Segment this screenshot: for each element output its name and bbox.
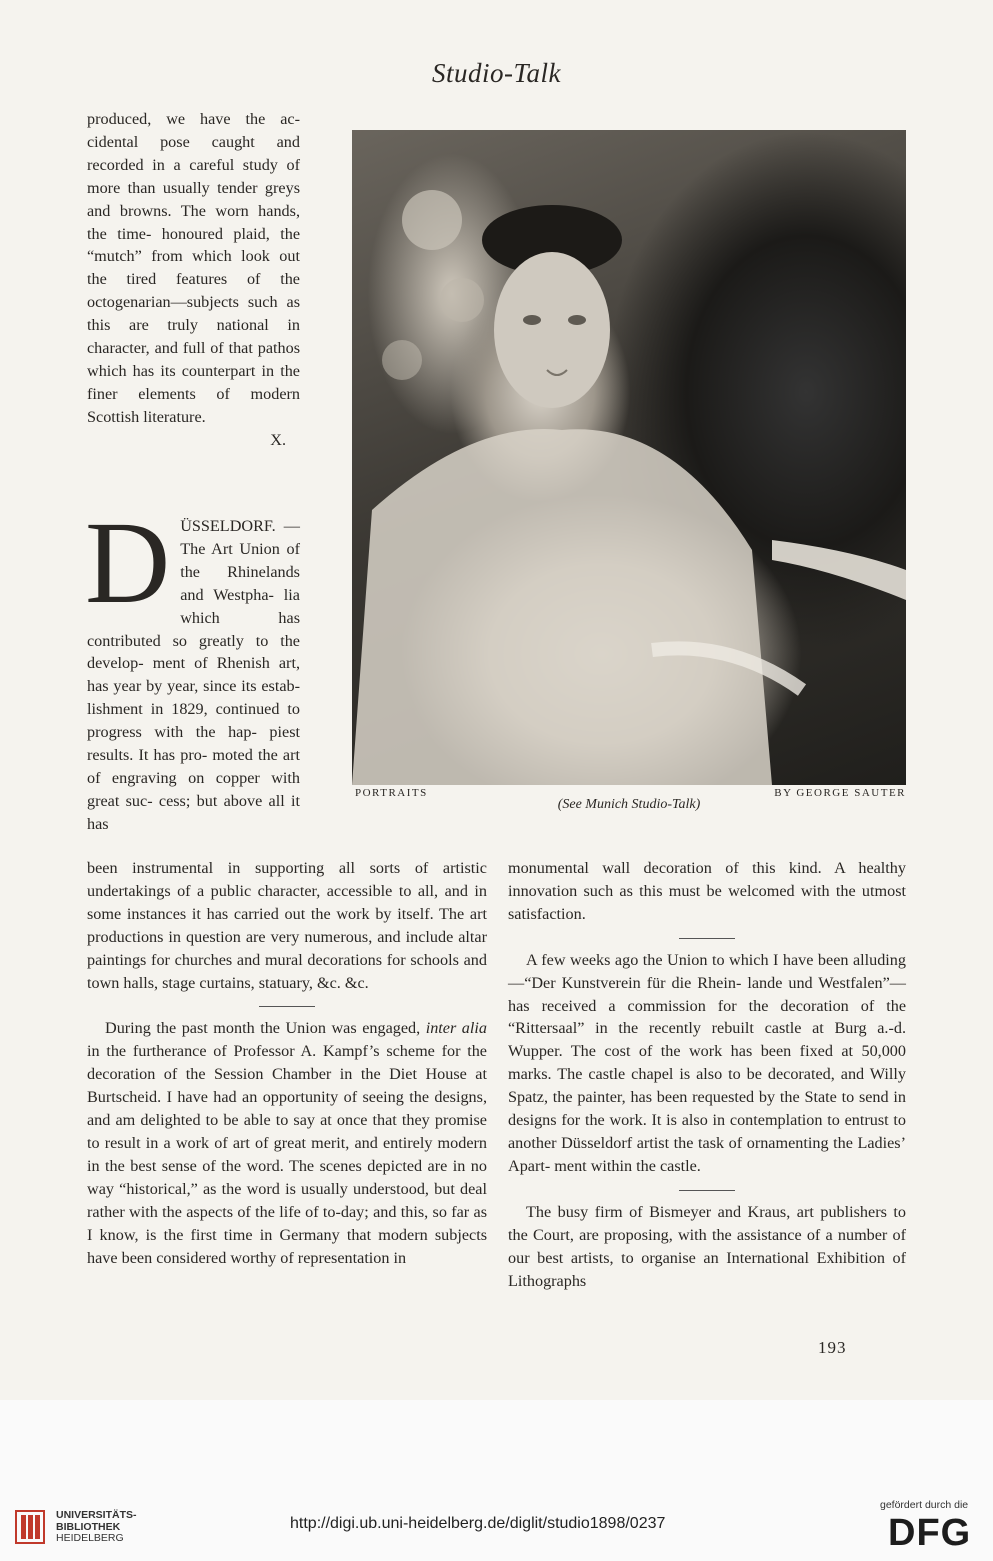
source-url[interactable]: http://digi.ub.uni-heidelberg.de/diglit/studio1898/0237 (290, 1515, 666, 1532)
library-line-3: HEIDELBERG (56, 1532, 124, 1544)
narrow-column-text: produced, we have the ac- cidental pose caught and recorded in a careful study of more than usually tender greys and browns. The worn hands, the time- honoured plaid, the “mutch” from which look out the tired features of the octogenarian—subjects such as this are truly national in character, and full of that pathos which has its counterpart in the finer elements of modern Scottish literature. (87, 110, 300, 426)
left-paragraph-2 (87, 1017, 487, 1269)
right-column (508, 857, 906, 1292)
inter-alia: inter alia (425, 1019, 487, 1038)
footer-bar (0, 1400, 993, 1561)
library-line-2: BIBLIOTHEK (56, 1520, 121, 1533)
funding-note: gefördert durch die (880, 1499, 969, 1511)
library-line-1: UNIVERSITÄTS- (56, 1509, 137, 1521)
narrow-column (87, 108, 300, 452)
portrait-photo (352, 130, 906, 785)
left-paragraph-1: been instrumental in supporting all sorts of artistic undertakings of a public character, accessible to all, and in some instances it has carried out the work by itself. The art productions in question are very numerous, and include altar paintings for churches and mural decorations for schools and town halls, stage curtains, statuary, &c. &c. (87, 859, 487, 992)
caption-title: PORTRAITS (355, 787, 428, 799)
section-rule (679, 1190, 735, 1191)
dusseldorf-section (85, 497, 300, 836)
right-paragraph-1: monumental wall decoration of this kind. A healthy innovation such as this must be welcomed with the utmost satisfaction. (508, 859, 906, 923)
drop-cap: D (85, 497, 171, 628)
right-paragraph-3: The busy firm of Bismeyer and Kraus, art publishers to the Court, are proposing, with the assistance of a number of our best artists, to organise an International Exhibition of Lithographs (508, 1202, 906, 1290)
caption-reference: (See Munich Studio-Talk) (557, 797, 701, 812)
right-paragraph-2: A few weeks ago the Union to which I have been alluding—“Der Kunstverein für die Rhein- lande und Westfalen”—has received a commission for the decoration of the “Rittersaal” in the recently rebuilt castle at Burg a.-d. Wupper. The cost of the work has been fixed at 50,000 marks. The castle chapel is also to be decorated, and Willy Spatz, the painter, has been requested by the State to send in designs for the work. It is also in contemplation to entrust to another Düsseldorf artist the task of ornamenting the Ladies’ Apart- ment within the castle. (508, 950, 906, 1175)
dfg-logo: DFG (888, 1512, 972, 1554)
left-column (87, 857, 487, 1269)
section-rule (679, 938, 735, 939)
dusseldorf-text: ÜSSELDORF. —The Art Union of the Rhinelands and Westpha- lia which has contributed so greatly to the develop- ment of Rhenish art, has year by year, since its estab- lishment in 1829, continued to progress with the hap- piest results. It has pro- moted the art of engraving on copper with great suc- cess; but above all it has (87, 517, 300, 833)
left-paragraph-2-start: During the past month the Union was engaged, (105, 1019, 421, 1038)
signoff: X. (270, 430, 286, 449)
library-logo-icon (14, 1509, 46, 1545)
library-name (56, 1510, 137, 1545)
caption-artist: BY GEORGE SAUTER (774, 787, 906, 799)
portrait-illustration (352, 130, 906, 785)
running-head: Studio-Talk (431, 58, 562, 88)
page-number: 193 (818, 1338, 847, 1357)
section-rule (259, 1006, 315, 1007)
left-paragraph-2-rest: in the furtherance of Professor A. Kampf’s scheme for the decoration of the Session Chamber in the Diet House at Burtscheid. I have had an opportunity of seeing the designs, and am delighted to be able to say at once that they promise to result in a work of art of great merit, and entirely modern in the best sense of the word. The scenes depicted are in no way “historical,” as the word is usually understood, but deal rather with the aspects of the life of to-day; and this, so far as I know, is the first time in Germany that modern subjects have been considered worthy of representation in (87, 1042, 487, 1267)
